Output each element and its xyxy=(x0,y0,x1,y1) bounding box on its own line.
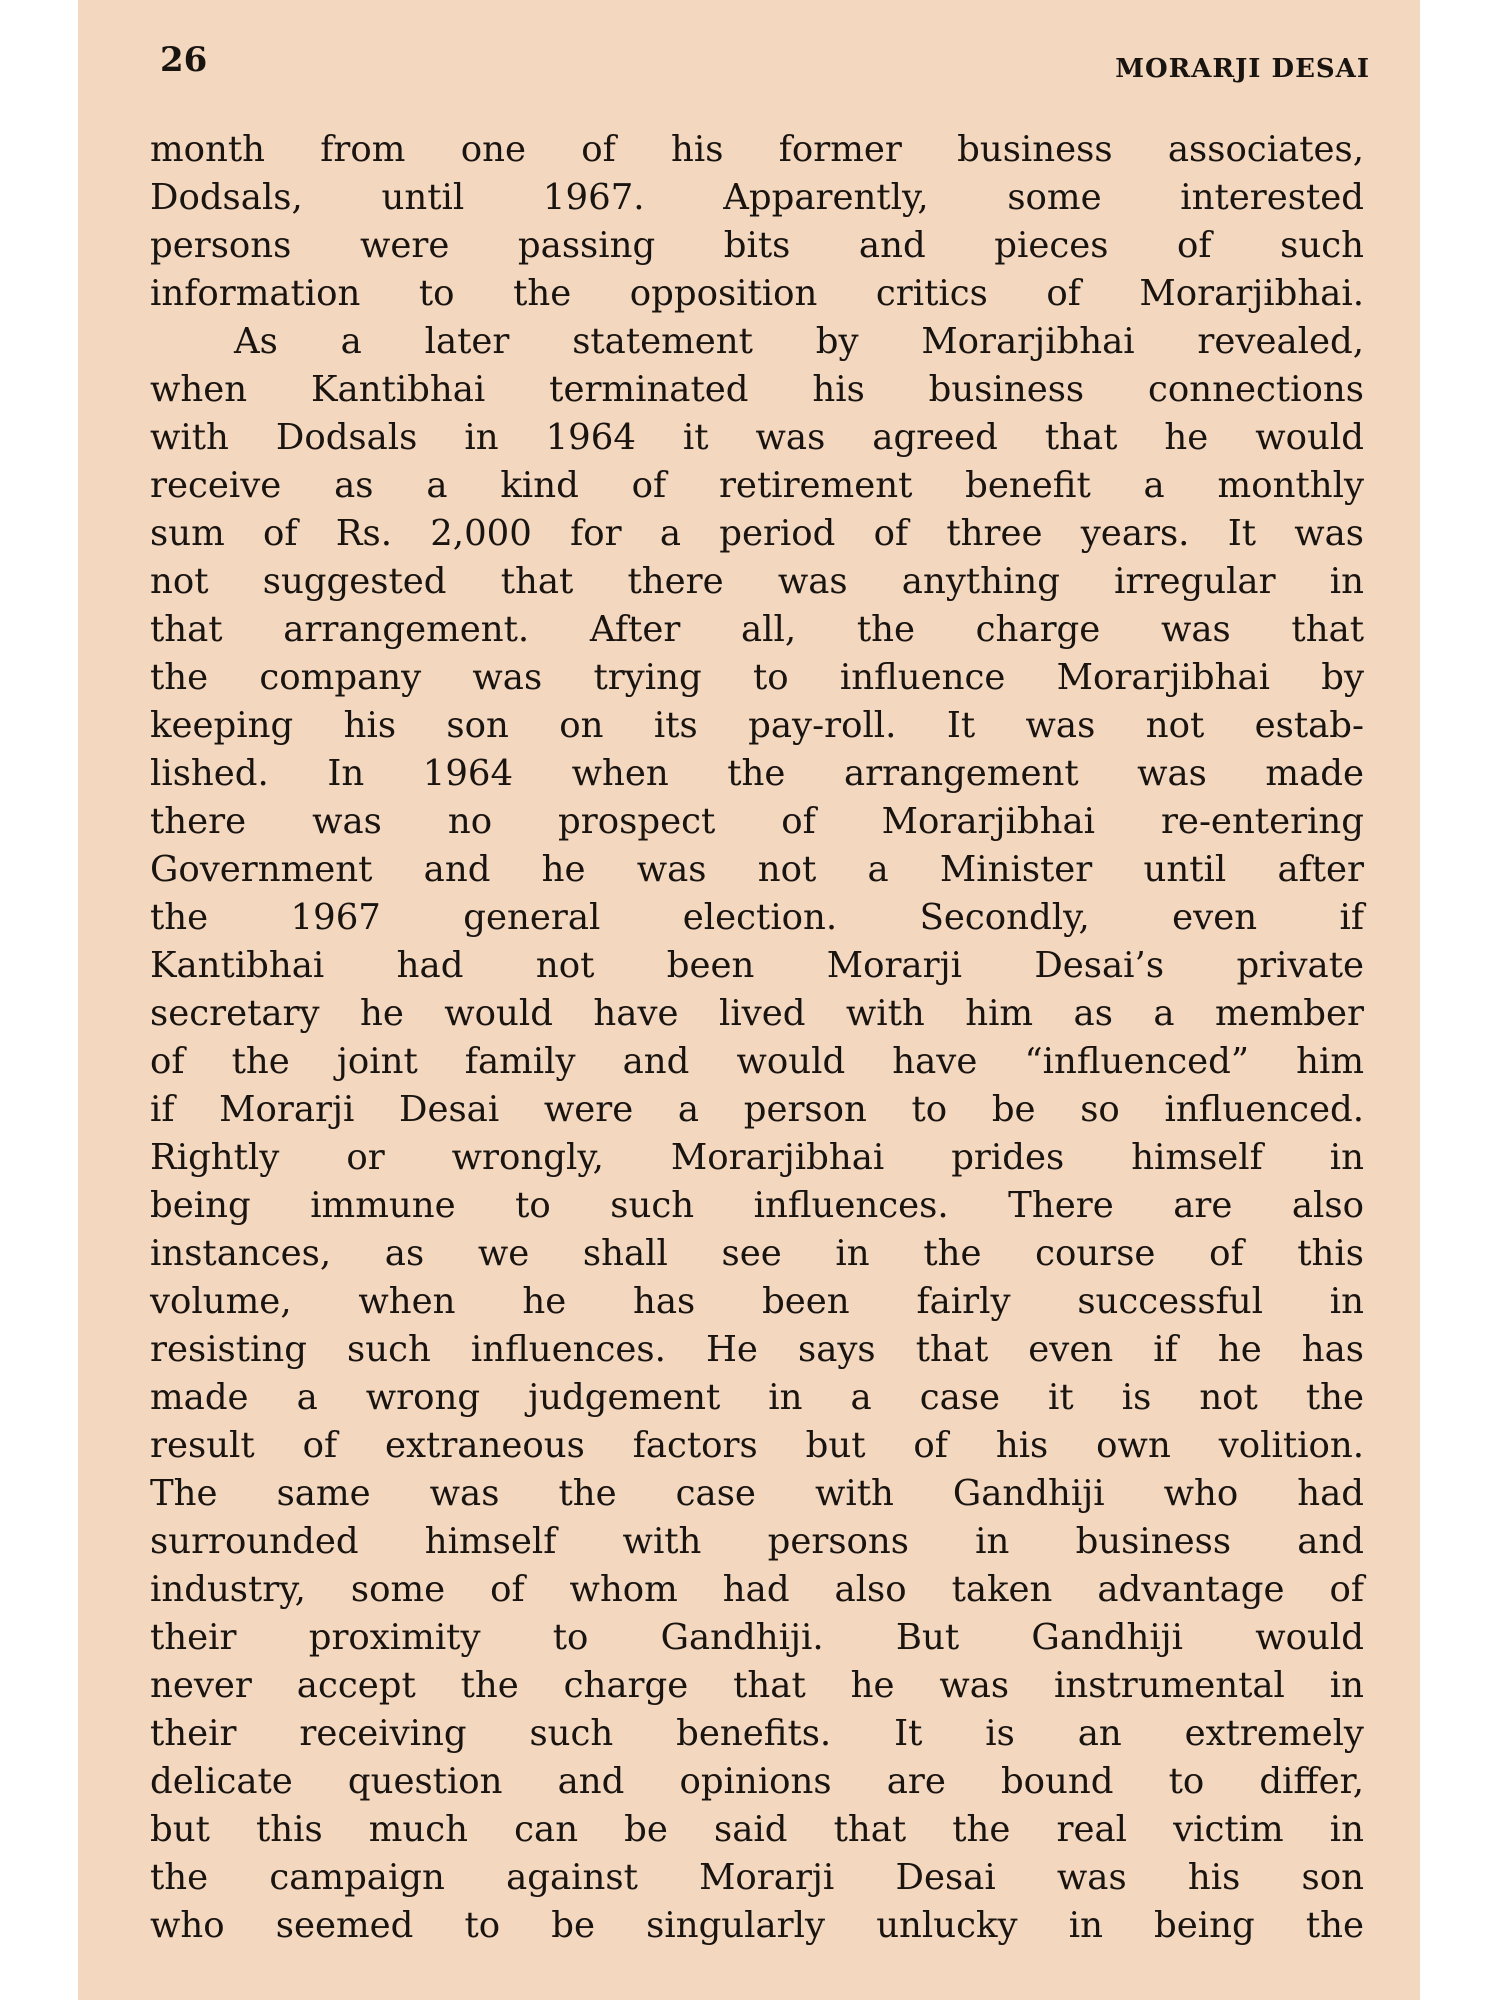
text-line: instances, as we shall see in the course of this xyxy=(150,1233,1364,1274)
text-line: with Dodsals in 1964 it was agreed that he would xyxy=(150,417,1364,458)
text-line: the 1967 general election. Secondly, even if xyxy=(150,897,1364,938)
text-line: the campaign against Morarji Desai was his son xyxy=(150,1857,1364,1898)
text-line: secretary he would have lived with him as a member xyxy=(150,993,1364,1034)
text-line: volume, when he has been fairly successful in xyxy=(150,1281,1364,1322)
text-line: that arrangement. After all, the charge was that xyxy=(150,609,1364,650)
text-line: the company was trying to influence Morarjibhai by xyxy=(150,657,1364,698)
text-line: industry, some of whom had also taken advantage of xyxy=(150,1569,1364,1610)
text-line: being immune to such influences. There are also xyxy=(150,1185,1364,1226)
text-line: receive as a kind of retirement benefit a monthly xyxy=(150,465,1364,506)
text-line: sum of Rs. 2,000 for a period of three years. It was xyxy=(150,513,1364,554)
text-line: Rightly or wrongly, Morarjibhai prides himself in xyxy=(150,1137,1364,1178)
text-line: of the joint family and would have “influenced” him xyxy=(150,1041,1364,1082)
text-line: never accept the charge that he was instrumental in xyxy=(150,1665,1364,1706)
text-line: but this much can be said that the real victim in xyxy=(150,1809,1364,1850)
text-line: Kantibhai had not been Morarji Desai’s private xyxy=(150,945,1364,986)
text-line: when Kantibhai terminated his business connections xyxy=(150,369,1364,410)
text-line: month from one of his former business associates, xyxy=(150,129,1364,170)
text-line: As a later statement by Morarjibhai revealed, xyxy=(234,321,1364,362)
text-line: who seemed to be singularly unlucky in being the xyxy=(150,1905,1364,1946)
body-text xyxy=(150,126,1364,1950)
text-line: made a wrong judgement in a case it is not the xyxy=(150,1377,1364,1418)
text-line: persons were passing bits and pieces of such xyxy=(150,225,1364,266)
text-line: not suggested that there was anything irregular in xyxy=(150,561,1364,602)
text-line: resisting such influences. He says that even if he has xyxy=(150,1329,1364,1370)
text-line: delicate question and opinions are bound to differ, xyxy=(150,1761,1364,1802)
text-line: if Morarji Desai were a person to be so influenced. xyxy=(150,1089,1364,1130)
text-line: there was no prospect of Morarjibhai re-entering xyxy=(150,801,1364,842)
text-line: Government and he was not a Minister until after xyxy=(150,849,1364,890)
page-number: 26 xyxy=(160,40,208,80)
text-line: their receiving such benefits. It is an extremely xyxy=(150,1713,1364,1754)
text-line: information to the opposition critics of Morarjibhai. xyxy=(150,273,1364,314)
running-head: MORARJI DESAI xyxy=(1115,54,1370,84)
text-line: surrounded himself with persons in business and xyxy=(150,1521,1364,1562)
text-line: Dodsals, until 1967. Apparently, some interested xyxy=(150,177,1364,218)
text-line: lished. In 1964 when the arrangement was made xyxy=(150,753,1364,794)
book-page xyxy=(78,0,1420,2000)
text-line: result of extraneous factors but of his own volition. xyxy=(150,1425,1364,1466)
text-line: The same was the case with Gandhiji who had xyxy=(150,1473,1364,1514)
text-line: their proximity to Gandhiji. But Gandhiji would xyxy=(150,1617,1364,1658)
text-line: keeping his son on its pay-roll. It was not estab- xyxy=(150,705,1364,746)
